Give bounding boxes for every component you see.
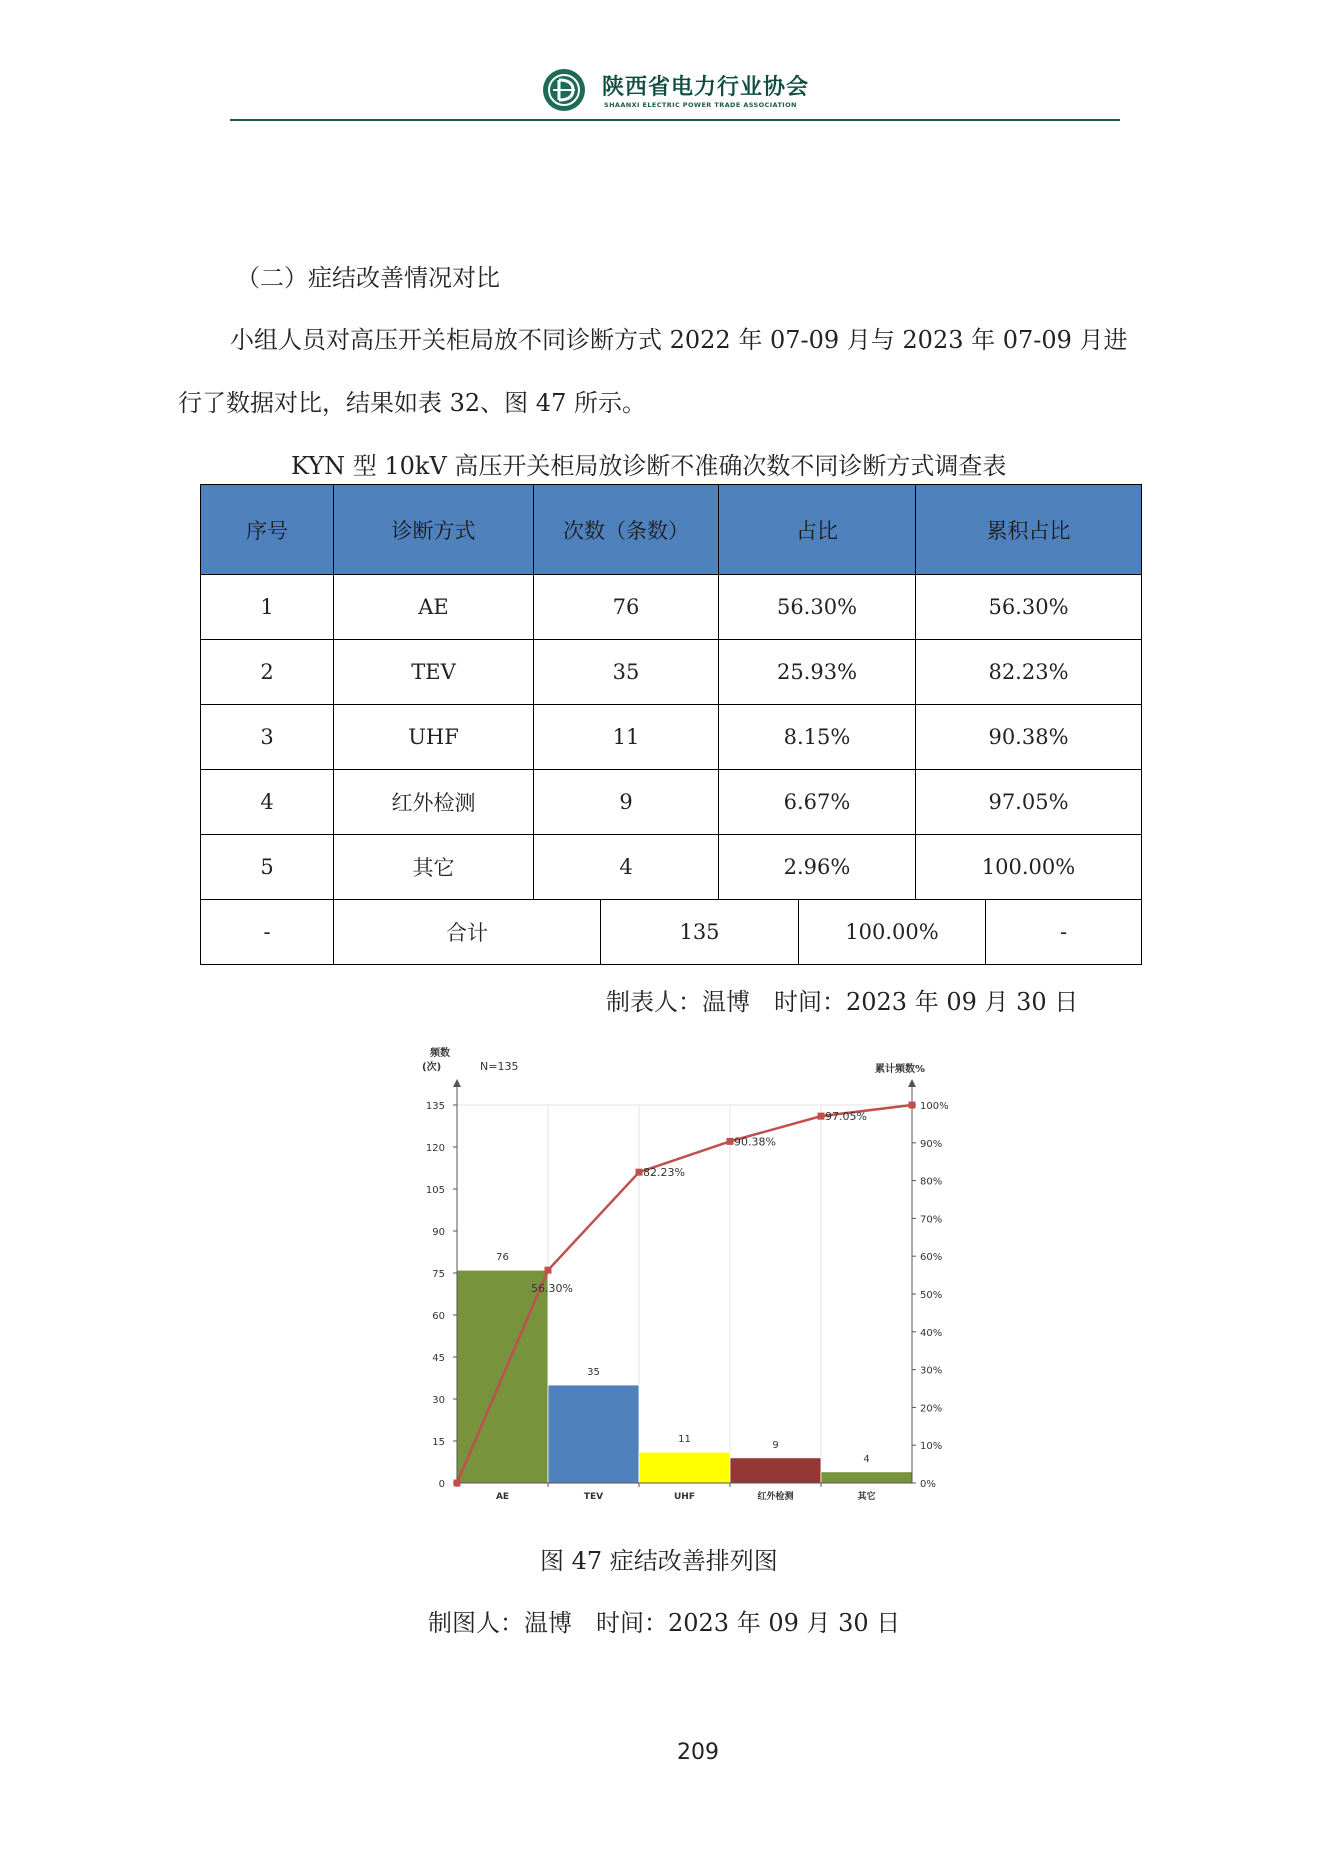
chart-left-tick-label: 90 — [432, 1227, 445, 1238]
table-cell: 6.67% — [718, 769, 916, 835]
table-cell: 4 — [533, 834, 719, 900]
table-cell: 红外检测 — [333, 769, 534, 835]
chart-right-tick-label: 10% — [920, 1441, 943, 1453]
table-title: KYN 型 10kV 高压开关柜局放诊断不准确次数不同诊断方式调查表 — [291, 452, 1007, 480]
pareto-chart-svg — [400, 1040, 970, 1520]
chart-right-tick-label: 70% — [920, 1214, 943, 1226]
chart-bar — [548, 1385, 639, 1483]
chart-cumulative-label: 56.30% — [531, 1282, 573, 1296]
table-cell: 90.38% — [915, 704, 1142, 770]
table-cell: 11 — [533, 704, 719, 770]
figure-caption: 图 47 症结改善排列图 — [540, 1547, 778, 1575]
chart-right-tick-label: 0% — [920, 1479, 936, 1490]
section-heading: （二）症结改善情况对比 — [236, 264, 500, 292]
table-cell: 2 — [200, 639, 334, 705]
table-cell: 97.05% — [915, 769, 1142, 835]
chart-left-axis-arrow-icon — [453, 1079, 461, 1087]
chart-bar-label: 9 — [772, 1439, 779, 1451]
chart-cumulative-point — [818, 1113, 825, 1120]
table-cell: 56.30% — [915, 574, 1142, 640]
chart-left-tick-label: 15 — [432, 1437, 445, 1448]
chart-right-tick-label: 40% — [920, 1327, 943, 1339]
table-cell: 3 — [200, 704, 334, 770]
chart-left-tick-label: 135 — [425, 1101, 445, 1112]
chart-right-tick-label: 60% — [920, 1252, 943, 1264]
table-header-cell: 累积占比 — [915, 484, 1142, 575]
chart-left-tick-label: 0 — [438, 1479, 445, 1490]
org-name-cn: 陕西省电力行业协会 — [602, 75, 810, 100]
table-cell: 2.96% — [718, 834, 916, 900]
table-cell: 5 — [200, 834, 334, 900]
chart-cumulative-point — [727, 1138, 734, 1145]
chart-bar-label: 11 — [678, 1434, 691, 1446]
chart-bar-label: 4 — [863, 1453, 870, 1465]
survey-table — [200, 484, 1141, 966]
table-total-cell: - — [200, 899, 334, 965]
chart-right-tick-label: 90% — [920, 1138, 943, 1150]
chart-left-tick-label: 120 — [425, 1143, 445, 1154]
chart-bar — [730, 1458, 821, 1483]
table-cell: 4 — [200, 769, 334, 835]
table-cell: AE — [333, 574, 534, 640]
chart-right-tick-label: 80% — [920, 1176, 943, 1188]
table-cell: 35 — [533, 639, 719, 705]
table-total-cell: 合计 — [333, 899, 601, 965]
table-cell: 其它 — [333, 834, 534, 900]
table-cell: 82.23% — [915, 639, 1142, 705]
chart-right-tick-label: 100% — [920, 1101, 949, 1112]
chart-x-tick-label: UHF — [674, 1492, 695, 1502]
table-total-cell: 135 — [600, 899, 799, 965]
paragraph-line-1: 小组人员对高压开关柜局放不同诊断方式 2022 年 07-09 月与 2023 年 07-09 月进 — [230, 326, 1128, 354]
table-cell: 100.00% — [915, 834, 1142, 900]
table-total-cell: 100.00% — [798, 899, 986, 965]
chart-x-tick-label: 红外检测 — [757, 1492, 794, 1502]
chart-right-tick-label: 20% — [920, 1403, 943, 1415]
pareto-chart — [400, 1040, 970, 1520]
chart-left-axis-title: 频数 — [430, 1048, 450, 1059]
chart-left-tick-label: 105 — [425, 1185, 445, 1196]
chart-cumulative-label: 90.38% — [734, 1135, 776, 1149]
table-cell: UHF — [333, 704, 534, 770]
chart-cumulative-label: 82.23% — [643, 1166, 685, 1180]
page-header — [230, 62, 1120, 122]
table-cell: 1 — [200, 574, 334, 640]
header-divider — [230, 119, 1120, 121]
chart-right-tick-label: 50% — [920, 1290, 943, 1301]
org-name-en: SHAANXI ELECTRIC POWER TRADE ASSOCIATION — [604, 101, 797, 109]
chart-left-axis-unit: (次) — [422, 1062, 442, 1073]
table-total-cell: - — [985, 899, 1142, 965]
chart-left-tick-label: 45 — [432, 1353, 445, 1364]
chart-left-tick-label: 75 — [432, 1269, 445, 1280]
chart-right-tick-label: 30% — [920, 1365, 943, 1377]
table-cell: TEV — [333, 639, 534, 705]
chart-left-tick-label: 60 — [432, 1311, 445, 1322]
chart-x-tick-label: TEV — [583, 1492, 604, 1502]
chart-n-label: N=135 — [480, 1060, 519, 1073]
table-header-cell: 占比 — [718, 484, 916, 575]
table-cell: 76 — [533, 574, 719, 640]
chart-bar — [639, 1452, 730, 1483]
chart-cumulative-point — [636, 1169, 643, 1176]
chart-cumulative-point — [545, 1267, 552, 1274]
chart-bar-label: 76 — [496, 1252, 509, 1264]
chart-left-tick-label: 30 — [432, 1395, 445, 1406]
table-cell: 9 — [533, 769, 719, 835]
association-logo-icon — [542, 68, 586, 112]
table-cell: 56.30% — [718, 574, 916, 640]
chart-cumulative-point — [454, 1480, 461, 1487]
chart-right-axis-title: 累计频数% — [874, 1064, 926, 1075]
page-number: 209 — [677, 1740, 719, 1765]
table-header-cell: 次数（条数） — [533, 484, 719, 575]
table-header-cell: 序号 — [200, 484, 334, 575]
chart-right-axis-arrow-icon — [908, 1079, 916, 1087]
table-credit: 制表人：温博 时间：2023 年 09 月 30 日 — [606, 988, 1079, 1016]
chart-x-tick-label: AE — [495, 1492, 510, 1502]
paragraph-line-2: 行了数据对比，结果如表 32、图 47 所示。 — [178, 389, 646, 417]
table-cell: 8.15% — [718, 704, 916, 770]
chart-x-tick-label: 其它 — [857, 1492, 876, 1502]
table-cell: 25.93% — [718, 639, 916, 705]
table-header-cell: 诊断方式 — [333, 484, 534, 575]
chart-bar — [821, 1472, 912, 1483]
chart-cumulative-point — [909, 1102, 916, 1109]
chart-bar-label: 35 — [587, 1367, 600, 1378]
chart-cumulative-label: 97.05% — [825, 1110, 867, 1124]
figure-credit: 制图人：温博 时间：2023 年 09 月 30 日 — [428, 1609, 901, 1637]
